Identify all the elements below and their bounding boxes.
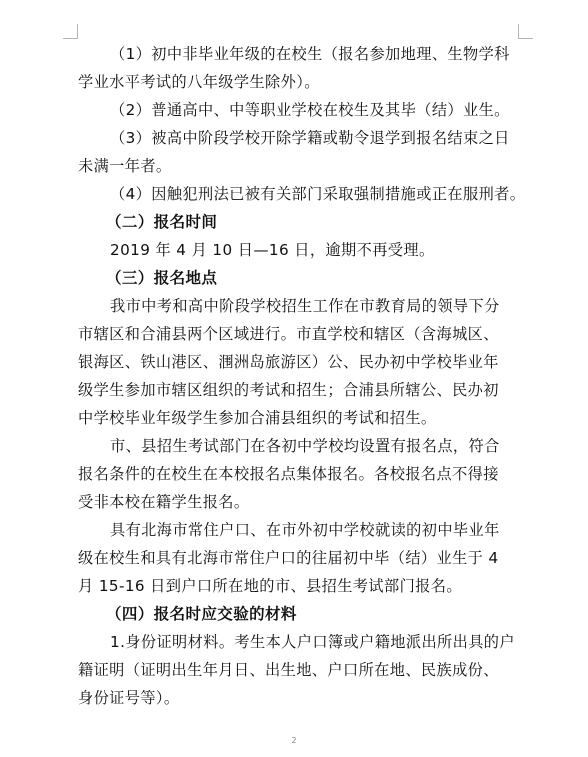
text-line: 籍证明（证明出生年月日、出生地、户口所在地、民族成份、: [78, 661, 499, 679]
section-heading: （三）报名地点: [106, 269, 218, 287]
text-line: 市、县招生考试部门在各初中学校均设置有报名点，符合: [110, 437, 500, 455]
text-line: 银海区、铁山港区、涠洲岛旅游区）公、民办初中学校毕业年: [78, 353, 499, 371]
crop-mark-top-left: [63, 24, 78, 39]
section-heading: （四）报名时应交验的材料: [106, 605, 297, 623]
text-line: （3）被高中阶段学校开除学籍或勒令退学到报名结束之日: [110, 129, 510, 147]
crop-mark-top-right: [518, 24, 533, 39]
section-heading: （二）报名时间: [106, 213, 218, 231]
text-line: 学业水平考试的八年级学生除外）。: [78, 73, 320, 91]
text-line: 我市中考和高中阶段学校招生工作在市教育局的领导下分: [110, 297, 500, 315]
text-line: 具有北海市常住户口、在市外初中学校就读的初中毕业年: [110, 521, 500, 539]
text-line: 报名条件的在校生在本校报名点集体报名。各校报名点不得接: [78, 465, 499, 483]
text-line: 身份证号等）。: [78, 689, 180, 707]
page-number: 2: [291, 736, 297, 745]
text-line: 级学生参加市辖区组织的考试和招生；合浦县所辖公、民办初: [78, 381, 499, 399]
document-body: [78, 40, 524, 712]
text-line: （1）初中非毕业年级的在校生（报名参加地理、生物学科: [110, 45, 510, 63]
text-line: 中学校毕业年级学生参加合浦县组织的考试和招生。: [78, 409, 437, 427]
text-line: 未满一年者。: [78, 157, 172, 175]
text-line: 市辖区和合浦县两个区域进行。市直学校和辖区（含海城区、: [78, 325, 499, 343]
text-line: 级在校生和具有北海市常住户口的往届初中毕（结）业生于 4: [78, 549, 499, 567]
text-line: 1.身份证明材料。考生本人户口簿或户籍地派出所出具的户: [110, 633, 515, 651]
text-line: （4）因触犯刑法已被有关部门采取强制措施或正在服刑者。: [110, 185, 526, 203]
text-line: 月 15-16 日到户口所在地的市、县招生考试部门报名。: [78, 577, 462, 595]
text-line: 受非本校在籍学生报名。: [78, 493, 250, 511]
text-line: （2）普通高中、中等职业学校在校生及其毕（结）业生。: [110, 101, 510, 119]
text-line: 2019 年 4 月 10 日—16 日，逾期不再受理。: [110, 241, 435, 259]
